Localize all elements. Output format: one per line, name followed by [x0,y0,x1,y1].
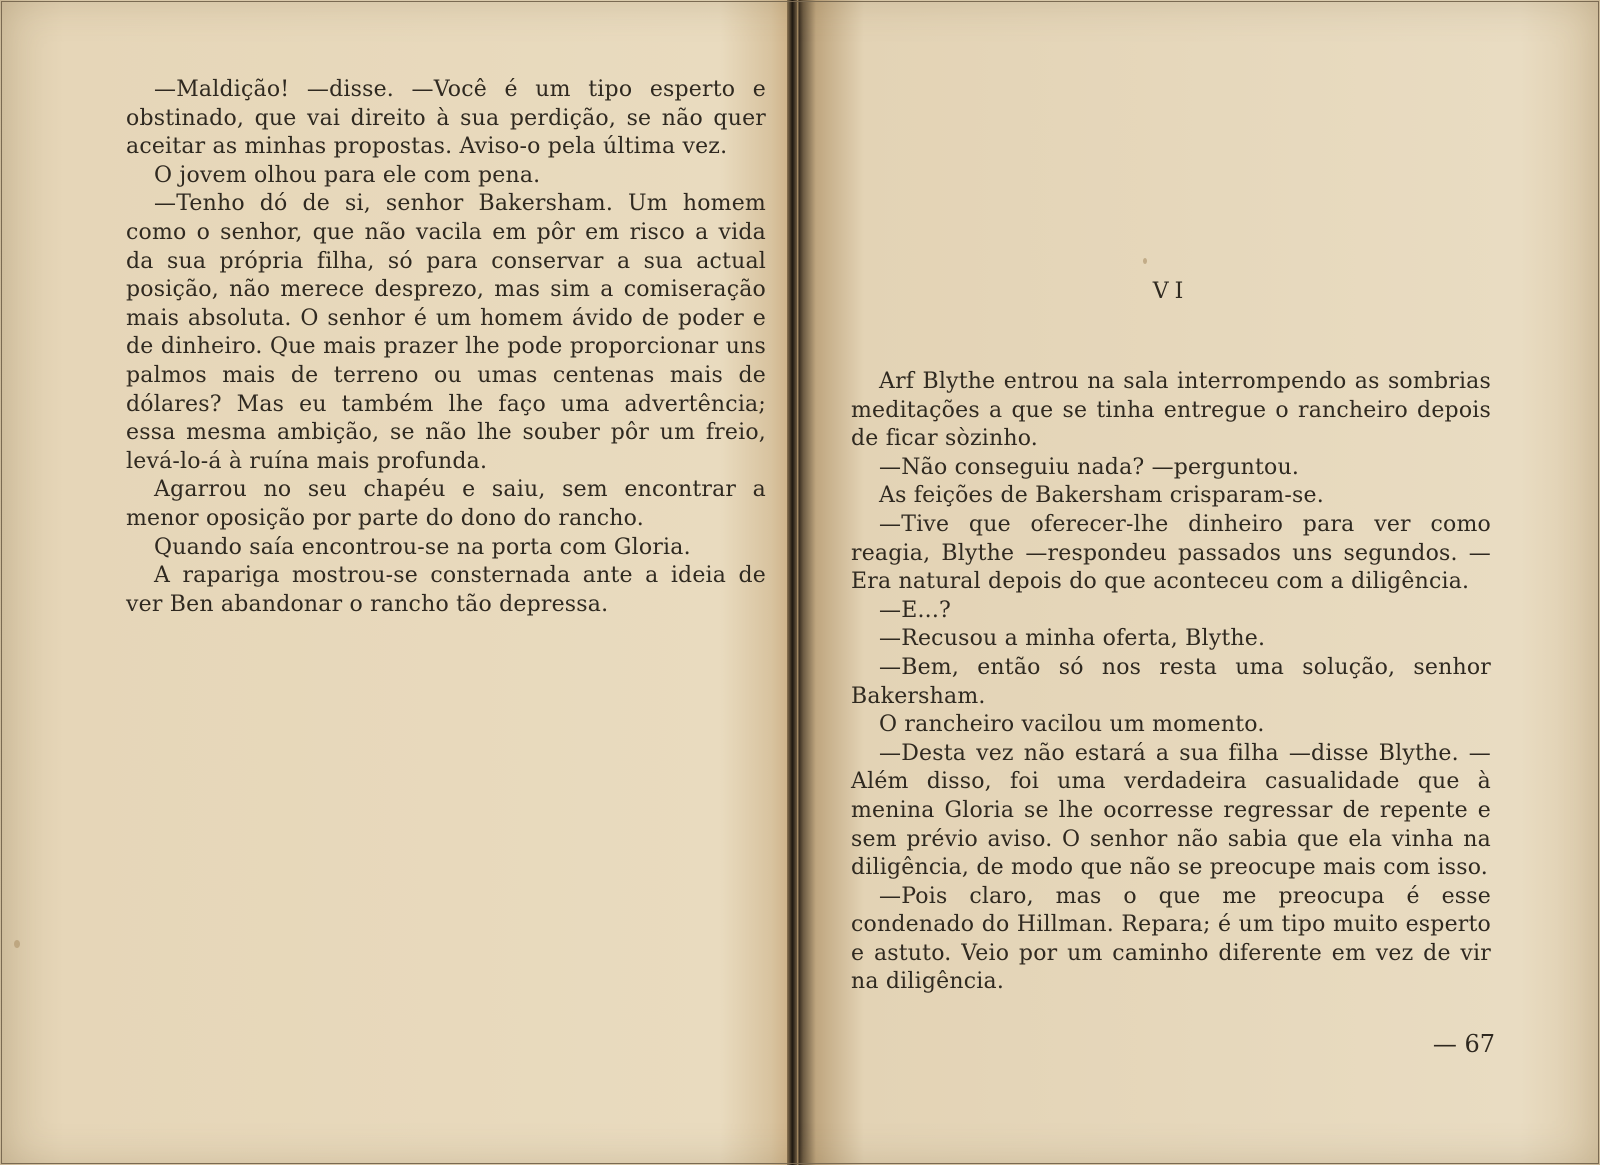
paragraph: —Bem, então só nos resta uma solução, senhor Bakersham. [851,654,1491,709]
paragraph: Agarrou no seu chapéu e saiu, sem encontrar a menor oposição por parte do dono do rancho. [126,477,766,531]
paragraph: —Tenho dó de si, senhor Bakersham. Um homem como o senhor, que não vacila em pôr em risco a vida da sua própria filha, só para conservar a sua actual posição, não merece desprezo, mas sim a comiseração mais absoluta. O senhor é um homem ávido de poder e de dinheiro. Que mais prazer lhe pode proporcionar uns palmos mais de terreno ou umas centenas mais de dólares? Mas eu também lhe faço uma advertência; essa mesma ambição, se não lhe souber pôr um freio, levá-lo-á à ruína mais profunda. [126,191,766,474]
paragraph: O rancheiro vacilou um momento. [879,712,1265,738]
chapter-heading: VI [1152,279,1190,304]
paragraph: —Maldição! —disse. —Você é um tipo esperto e obstinado, que vai direito à sua perdição, se não quer aceitar as minhas propostas. Aviso-o pela última vez. [126,77,766,160]
paper-speck [1143,258,1147,264]
paragraph: —Tive que oferecer-lhe dinheiro para ver como reagia, Blythe —respondeu passados uns segundos. —Era natural depois do que aconteceu com a diligência. [851,511,1491,595]
paragraph: —E...? [879,597,952,623]
paragraph: Quando saía encontrou-se na porta com Gloria. [154,534,691,560]
paper-speck [14,940,20,948]
book-spine [787,0,797,1165]
paragraph: O jovem olhou para ele com pena. [154,162,541,188]
left-page-text [126,76,766,619]
right-page-text [851,368,1491,997]
paragraph: As feições de Bakersham crisparam-se. [879,483,1324,509]
paragraph: A rapariga mostrou-se consternada ante a ideia de ver Ben abandonar o rancho tão depressa. [126,563,766,617]
paragraph: Arf Blythe entrou na sala interrompendo as sombrias meditações a que se tinha entregue o rancheiro depois de ficar sòzinho. [851,369,1491,452]
paragraph: —Desta vez não estará a sua filha —disse Blythe. —Além disso, foi uma verdadeira casualidade que à menina Gloria se lhe ocorresse regressar de repente e sem prévio aviso. O senhor não sabia que ela vinha na diligência, de modo que não se preocupe mais com isso. [851,740,1491,881]
page-number: — 67 [1432,1030,1495,1058]
paragraph: —Não conseguiu nada? —perguntou. [879,454,1300,480]
paragraph: —Pois claro, mas o que me preocupa é esse condenado do Hillman. Repara; é um tipo muito esperto e astuto. Veio por um caminho diferente em vez de vir na diligência. [851,883,1491,995]
paragraph: —Recusou a minha oferta, Blythe. [879,626,1266,652]
